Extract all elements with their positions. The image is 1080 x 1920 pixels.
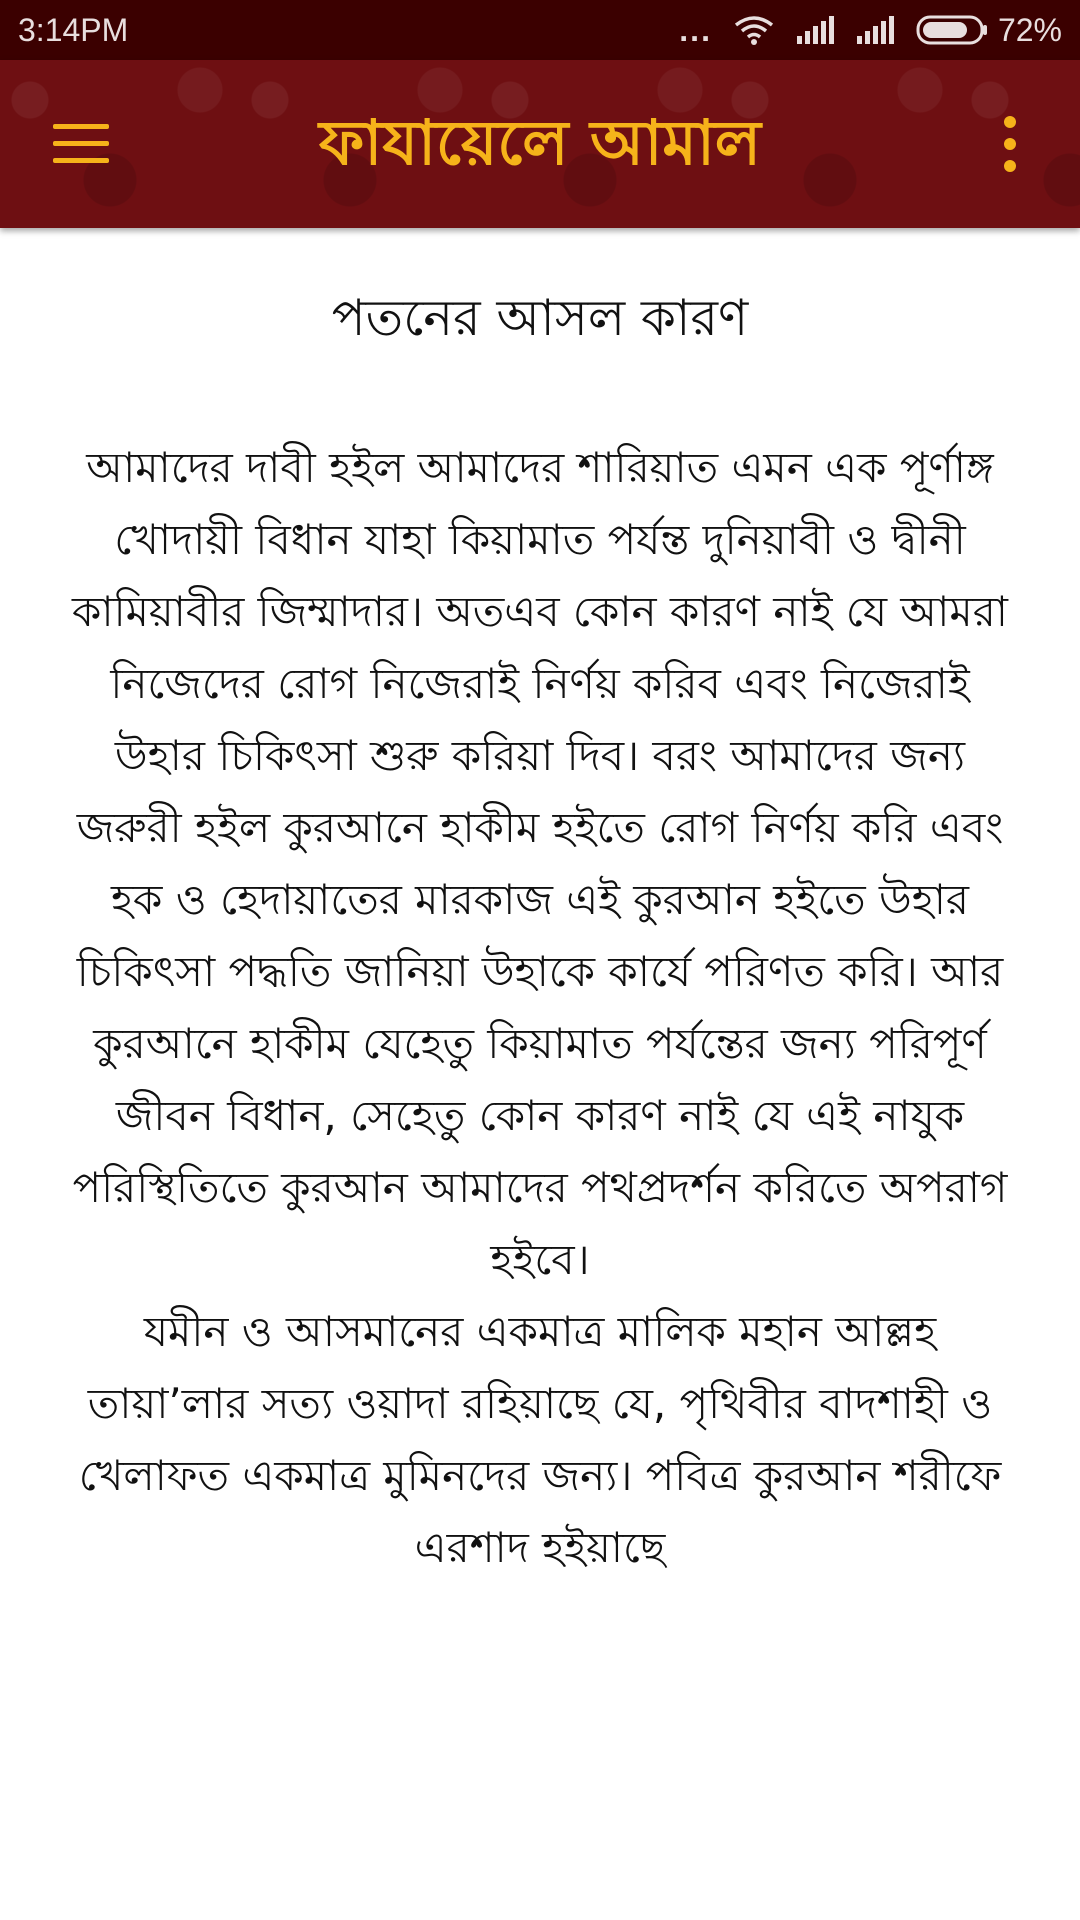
hamburger-menu-icon xyxy=(51,122,111,166)
battery-icon xyxy=(916,15,988,45)
app-bar xyxy=(0,60,1080,228)
battery-indicator xyxy=(916,12,1062,49)
menu-button[interactable] xyxy=(50,116,112,172)
wifi-icon xyxy=(734,15,774,45)
article-body xyxy=(60,432,1020,1584)
article-content[interactable] xyxy=(0,228,1080,1920)
status-bar xyxy=(0,0,1080,60)
battery-percent: 72% xyxy=(997,11,1062,48)
status-time: 3:14PM xyxy=(18,11,129,48)
status-icons xyxy=(679,12,1062,49)
signal-icon xyxy=(856,16,894,44)
status-dots: ... xyxy=(679,11,712,48)
article-paragraph: যমীন ও আসমানের একমাত্র মালিক মহান আল্লহ তায়া’লার সত্য ওয়াদা রহিয়াছে যে, পৃথিবীর বাদশাহী ও খেলাফত একমাত্র মুমিনদের জন্য। পবিত্র কুরআন শরীফে এরশাদ হইয়াছে xyxy=(78,1307,1002,1572)
more-vertical-icon xyxy=(1002,114,1018,174)
overflow-menu-button[interactable] xyxy=(990,112,1030,176)
signal-icon xyxy=(796,16,834,44)
article-title: পতনের আসল কারণ xyxy=(331,289,749,347)
article-paragraph: আমাদের দাবী হইল আমাদের শারিয়াত এমন এক পূর্ণাঙ্গ খোদায়ী বিধান যাহা কিয়ামাত পর্যন্ত দুনিয়াবী ও দ্বীনী কামিয়াবীর জিম্মাদার। অতএব কোন কারণ নাই যে আমরা নিজেদের রোগ নিজেরাই নির্ণয় করিব এবং নিজেরাই উহার চিকিৎসা শুরু করিয়া দিব। বরং আমাদের জন্য জরুরী হইল কুরআনে হাকীম হইতে রোগ নির্ণয় করি এবং হক ও হেদায়াতের মারকাজ এই কুরআন হইতে উহার চিকিৎসা পদ্ধতি জানিয়া উহাকে কার্যে পরিণত করি। আর কুরআনে হাকীম যেহেতু কিয়ামাত পর্যন্তের জন্য পরিপূর্ণ জীবন বিধান, সেহেতু কোন কারণ নাই যে এই নাযুক পরিস্থিতিতে কুরআন আমাদের পথপ্রদর্শন করিতে অপরাগ হইবে। xyxy=(72,443,1008,1284)
app-title: ফাযায়েলে আমাল xyxy=(318,106,762,179)
